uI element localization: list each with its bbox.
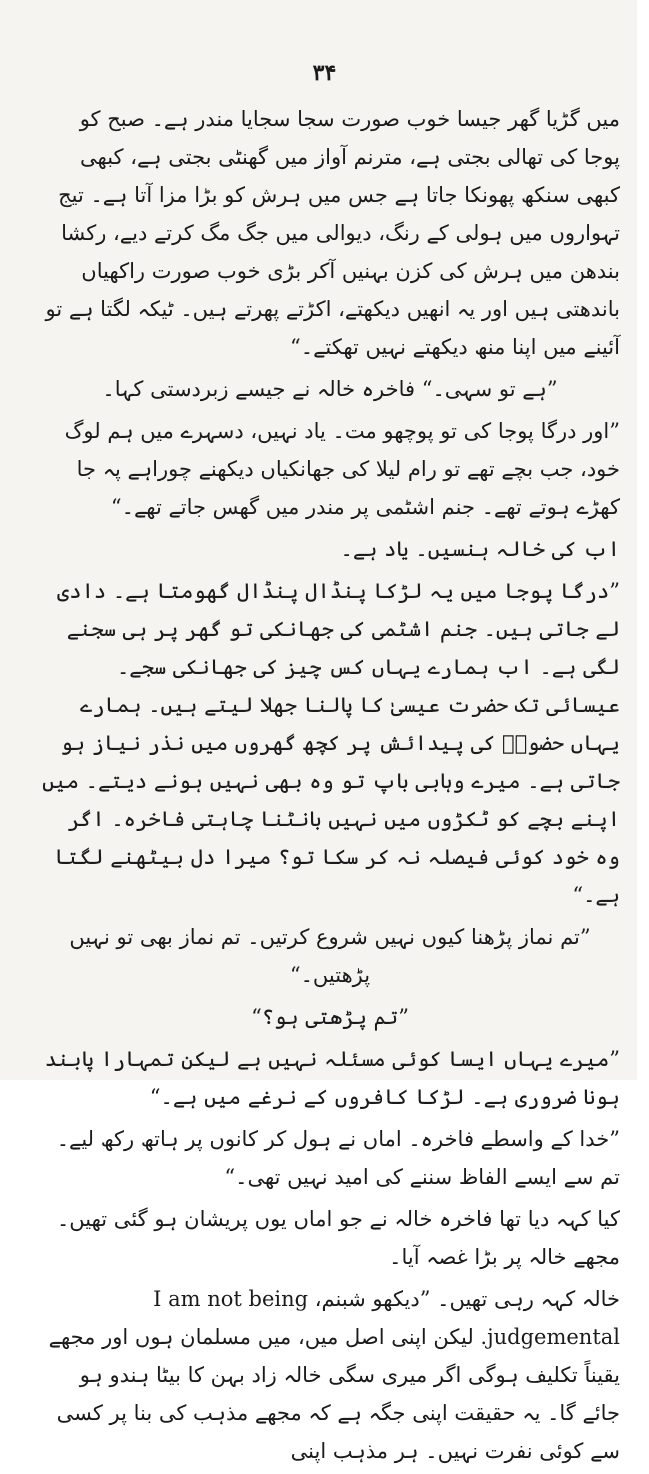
paragraph-aunt-laughs: اب کی خالہ ہنسیں۔ یاد ہے۔ [340, 537, 620, 561]
paragraph-namaz: ”تم نماز پڑھنا کیوں نہیں شروع کرتیں۔ تم نماز بھی تو نہیں پڑھتیں۔“ [69, 925, 591, 987]
paragraph-pandal: ”درگا پوجا میں یہ لڑکا پنڈال پنڈال گھومتا ہے۔ دادی لے جاتی ہیں۔ جنم اشٹمی کی جھانکی تو گھر پر ہی سجنے لگی ہے۔ اب ہمارے یہاں کس چیز کی جھانکی سجے۔ عیسائی تک حضرت عیسیٰ کا پالنا جھلا لیتے ہیں۔ ہمارے یہاں حضورؐ کی پیدائش پر کچھ گھروں میں نذر نیاز ہو جاتی ہے۔ میرے وہابی باپ تو وہ بھی نہیں ہونے دیتے۔ میں اپنے بچے کو ٹکڑوں میں نہیں بانٹنا چاہتی فاخرہ۔ اگر وہ خود کوئی فیصلہ نہ کر سکا تو؟ میرا دل بیٹھنے لگتا ہے۔“ [42, 579, 620, 907]
paragraph-angry: کیا کہہ دیا تھا فاخرہ خالہ نے جو اماں یوں پریشان ہو گئی تھیں۔ مجھے خالہ پر بڑا غصہ آیا۔ [56, 1207, 620, 1269]
paragraph-do-you-pray: ”تم پڑھتی ہو؟“ [251, 1005, 409, 1029]
paragraph-no-problem: ”میرے یہاں ایسا کوئی مسئلہ نہیں ہے لیکن تمہارا پابند ہونا ضروری ہے۔ لڑکا کافروں کے نرغے میں ہے۔“ [44, 1047, 620, 1109]
paragraph-judgemental: خالہ کہہ رہی تھیں۔ ”دیکھو شبنم، I am not being judgemental. لیکن اپنی اصل میں، میں مسلمان ہوں اور مجھے یقیناً تکلیف ہوگی اگر میری سگی خالہ زاد بہن کا بیٹا ہندو ہو جائے گا۔ یہ حقیقت اپنی جگہ ہے کہ مجھے مذہب کی بنا پر کسی سے کوئی نفرت نہیں۔ ہر مذہب اپنی [48, 1287, 620, 1463]
page-edge [637, 0, 649, 1080]
paragraph-temple: میں گڑیا گھر جیسا خوب صورت سجا سجایا مندر ہے۔ صبح کو پوجا کی تھالی بجتی ہے، مترنم آواز میں گھنٹی بجتی ہے، کبھی کبھی سنکھ پھونکا جاتا ہے جس میں ہرش کو بڑا مزا آتا ہے۔ تیج تہواروں میں ہولی کے رنگ، دیوالی میں جگ مگ کرتے دیے، رکشا بندھن میں ہرش کی کزن بہنیں آکر بڑی خوب صورت راکھیاں باندھتی ہیں اور یہ انھیں دیکھتے، اکڑتے پھرتے ہیں۔ ٹیکہ لگتا ہے تو آئینے میں اپنا منھ دیکھتے نہیں تھکتے۔“ [45, 107, 620, 359]
paragraph-for-gods-sake: ”خدا کے واسطے فاخرہ۔ اماں نے ہول کر کانوں پر ہاتھ رکھ لیے۔ تم سے ایسے الفاظ سننے کی امید نہیں تھی۔“ [56, 1127, 620, 1189]
page-text [40, 100, 620, 1474]
paragraph-durga-puja: ”اور درگا پوجا کی تو پوچھو مت۔ یاد نہیں، دسہرے میں ہم لوگ خود، جب بچے تھے تو رام لیلا کی جھانکیاں دیکھنے چوراہے پہ جا کھڑے ہوتے تھے۔ جنم اشٹمی پر مندر میں گھس جاتے تھے۔“ [64, 419, 620, 519]
page-number: ۳۴ [312, 60, 337, 86]
paragraph-fakhra-reply: ”ہے تو سہی۔“ فاخرہ خالہ نے جیسے زبردستی کہا۔ [102, 377, 558, 401]
